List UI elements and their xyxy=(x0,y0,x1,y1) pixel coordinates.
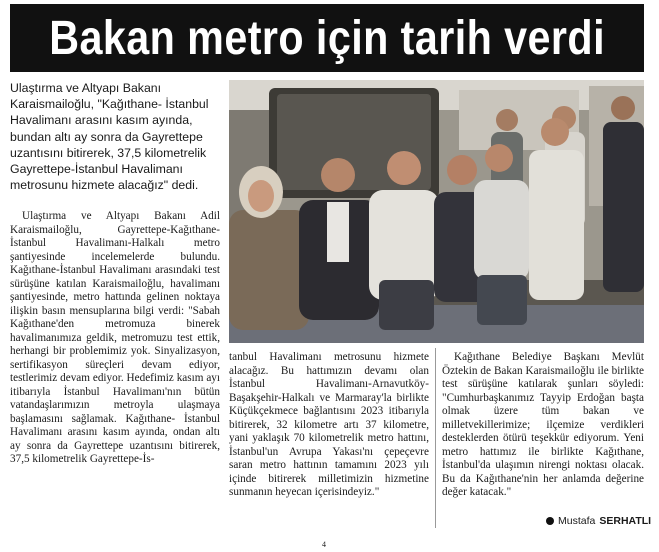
lead-paragraph: Ulaştırma ve Altyapı Bakanı Karaismailoğlu, "Kağıthane- İstanbul Havalimanı arasını kasım ayında, bundan altı ay sonra da Gayrettepe uzantısını bitirerek, 37,5 kilometrelik Gayrettepe-İstanbul Havalimanı metrosunu hizmete alacağız" dedi. xyxy=(10,81,209,193)
article-column-3: Kağıthane Belediye Başkanı Mevlüt Öztekin de Bakan Karaismailoğlu ile birlikte test sürüşüne katılarak şunları söyledi: "Cumhurbaşkanımız Tayyip Erdoğan başta olmak üzere tüm bakan ve milletvekillerimize; ilçemize verdikleri desteklerden ötürü teşekkür ediyorum. Yeni metro hattımız ile birlikte Kağıthane, İstanbul'da ulaşımın nirengi noktası olacak. Bu da Kağıthane'nin her anlamda değerine değer katacak." xyxy=(442,351,644,498)
author-first-name: Mustafa xyxy=(558,515,596,527)
author-last-name: SERHATLI xyxy=(599,515,652,527)
page-mark: 4 xyxy=(322,540,326,549)
article-column-1 xyxy=(10,210,220,467)
column-1-text: Ulaştırma ve Altyapı Bakanı Adil Karaismailoğlu, Gayrettepe-Kağıthane-İstanbul Havalimanı-Halkalı metro şantiyesinde incelemelerde bulundu. Kağıthane-İstanbul Havalimanı arasındaki test sürüşüne katılan Karaismailoğlu, havalimanı şantiyesinde, metro hattında gelinen noktaya ilişkin basın mensuplarına bilgi verdi: "Sabah Kağıthane'den metromuza binerek havalimanımıza geldik, metromuzu test ettik, herhangi bir problemimiz yok. Sinyalizasyon, sertifikasyon süreçleri devam ediyor, testlerimiz devam ediyor. Hedefimiz kasım ayı itibarıyla İstanbul Havalimanı'nın bütün vatandaşlarımızın metroyla ulaşmaya başlamasını sağlamak. Kağıthane- İstanbul Havalimanı arasını kasım ayında, ondan altı ay sonra da Gayrettepe uzantısını bitirerek, 37,5 kilometrelik Gayrettepe-İs- xyxy=(10,210,220,465)
news-photo xyxy=(229,80,644,343)
headline: Bakan metro için tarih verdi xyxy=(49,11,605,65)
article-column-2: tanbul Havalimanı metrosunu hizmete alacağız. Bu hattımızın devamı olan İstanbul Havalimanı-Arnavutköy-Başakşehir-Halkalı ve Marmaray'la birlikte Küçükçekmece bağlantısını 2023 itibarıyla bitirerek, 32 kilometre artı 37 kilometre, yani yaklaşık 70 kilometrelik metro hattını, İstanbul'un Avrupa Yakası'nı çepeçevre saran metro hattının tamamını 2023 yılı içinde bitirerek milletimizin hizmetine sunmanın heyecan içerisindeyiz." xyxy=(229,351,429,498)
metro-interior-photo xyxy=(229,80,644,343)
headline-banner xyxy=(10,4,644,72)
byline xyxy=(546,515,651,527)
bullet-icon xyxy=(546,517,554,525)
column-divider xyxy=(435,348,436,528)
